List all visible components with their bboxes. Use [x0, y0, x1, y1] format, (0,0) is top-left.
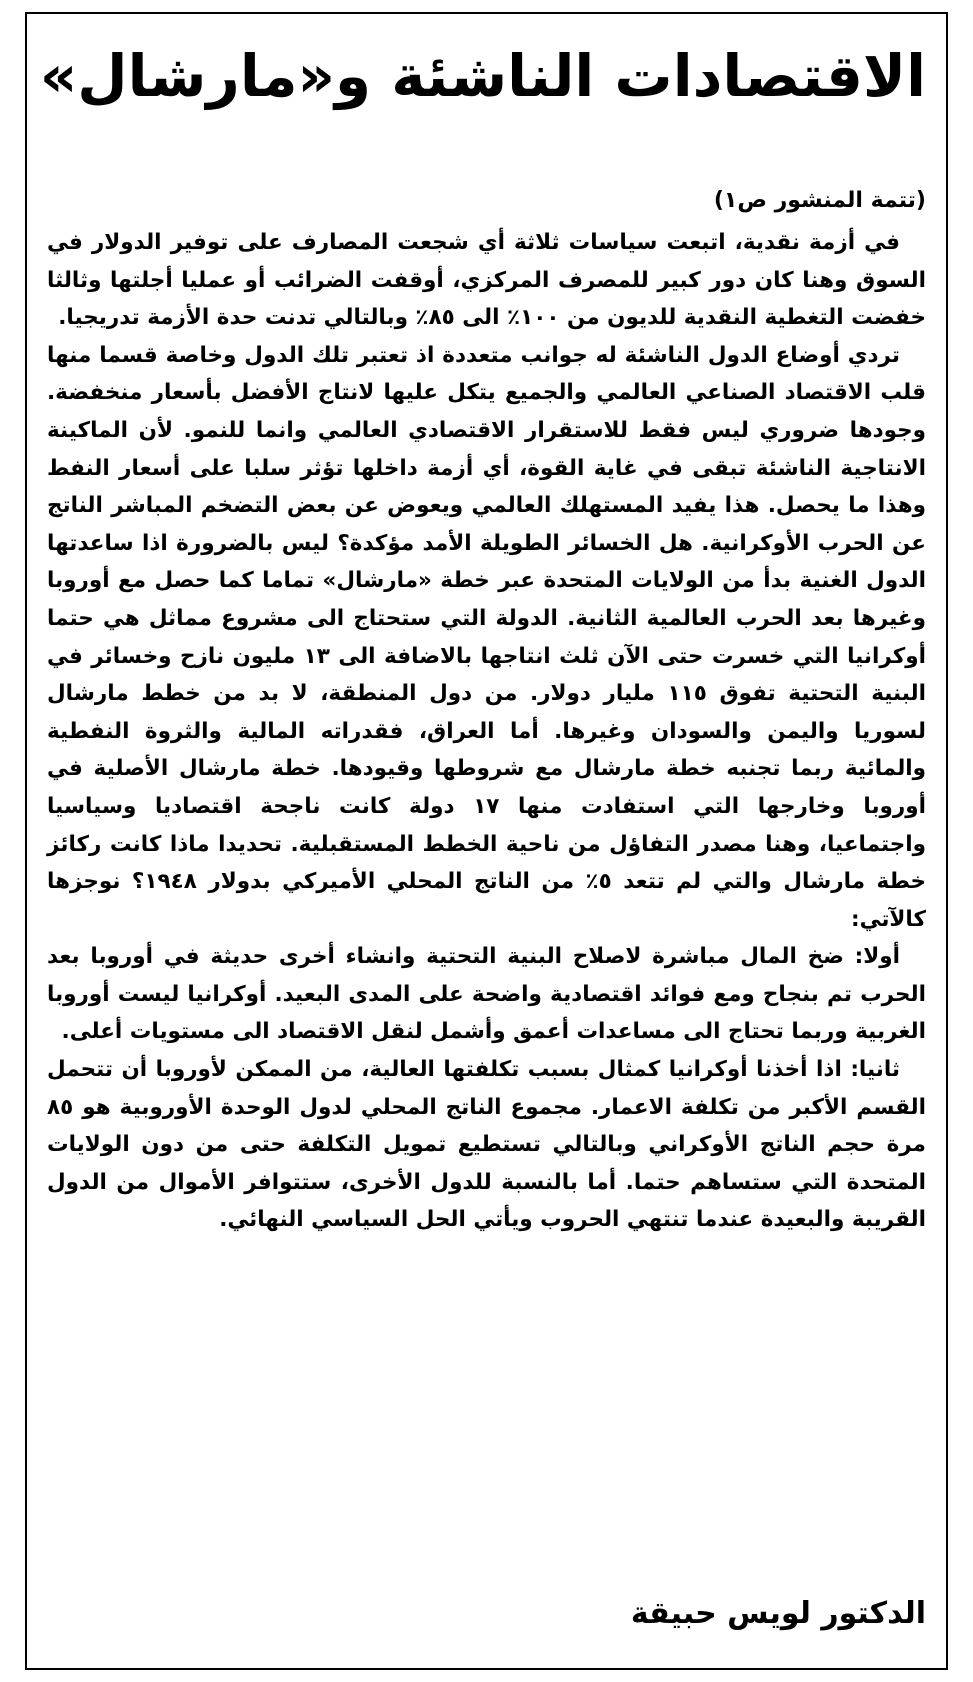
- article-body: [47, 224, 926, 1239]
- paragraph-4: ثانيا: اذا أخذنا أوكرانيا كمثال بسبب تكلفتها العالية، من الممكن لأوروبا أن تتحمل القسم الأكبر من تكلفة الاعمار. مجموع الناتج المحلي لدول الوحدة الأوروبية هو ٨٥ مرة حجم الناتج الأوكراني وبالتالي تستطيع تمويل التكلفة حتى من دون الولايات المتحدة التي ستساهم حتما. أما بالنسبة للدول الأخرى، ستتوافر الأموال من الدول القريبة والبعيدة عندما تنتهي الحروب ويأتي الحل السياسي النهائي.: [47, 1057, 926, 1233]
- article-headline: الاقتصادات الناشئة و«مارشال»: [39, 42, 926, 110]
- newspaper-article: [25, 12, 948, 1670]
- paragraph-1: في أزمة نقدية، اتبعت سياسات ثلاثة أي شجعت المصارف على توفير الدولار في السوق وهنا كان دور كبير للمصرف المركزي، أوقفت الضرائب أو عمليا أجلتها وثالثا خفضت التغطية النقدية للديون من ١٠٠٪ الى ٨٥٪ وبالتالي تدنت حدة الأزمة تدريجيا.: [47, 230, 926, 331]
- paragraph-2: تردي أوضاع الدول الناشئة له جوانب متعددة اذ تعتبر تلك الدول وخاصة قسما منها قلب الاقتصاد الصناعي العالمي والجميع يتكل عليها لانتاج الأفضل بأسعار منخفضة. وجودها ضروري ليس فقط للاستقرار الاقتصادي العالمي وانما للنمو. لأن الماكينة الانتاجية الناشئة تبقى في غاية القوة، أي أزمة داخلها تؤثر سلبا على أسعار النفط وهذا ما يحصل. هذا يفيد المستهلك العالمي ويعوض عن بعض التضخم المباشر الناتج عن الحرب الأوكرانية. هل الخسائر الطويلة الأمد مؤكدة؟ ليس بالضرورة اذا ساعدتها الدول الغنية بدأ من الولايات المتحدة عبر خطة «مارشال» تماما كما حصل مع أوروبا وغيرها بعد الحرب العالمية الثانية. الدولة التي ستحتاج الى مشروع مماثل هي حتما أوكرانيا التي خسرت حتى الآن ثلث انتاجها بالاضافة الى ١٣ مليون نازح وخسائر في البنية التحتية تفوق ١١٥ مليار دولار. من دول المنطقة، لا بد من خطط مارشال لسوريا واليمن والسودان وغيرها. أما العراق، فقدراته المالية والثروة النفطية والمائية ربما تجنبه خطة مارشال مع شروطها وقيودها. خطة مارشال الأصلية في أوروبا وخارجها التي استفادت منها ١٧ دولة كانت ناجحة اقتصاديا وسياسيا واجتماعيا، وهنا مصدر التفاؤل من ناحية الخطط المستقبلية. تحديدا ماذا كانت ركائز خطة مارشال والتي لم تتعد ٥٪ من الناتج المحلي الأميركي بدولار ١٩٤٨؟ نوجزها كالآتي:: [47, 342, 927, 932]
- continuation-note: (تتمة المنشور ص١): [713, 188, 926, 213]
- author-byline: الدكتور لويس حبيقة: [630, 1596, 926, 1631]
- paragraph-3: أولا: ضخ المال مباشرة لاصلاح البنية التحتية وانشاء أخرى حديثة في أوروبا بعد الحرب تم بنجاح ومع فوائد اقتصادية واضحة على المدى البعيد. أوكرانيا ليست أوروبا الغربية وربما تحتاج الى مساعدات أعمق وأشمل لنقل الاقتصاد الى مستويات أعلى.: [47, 944, 926, 1045]
